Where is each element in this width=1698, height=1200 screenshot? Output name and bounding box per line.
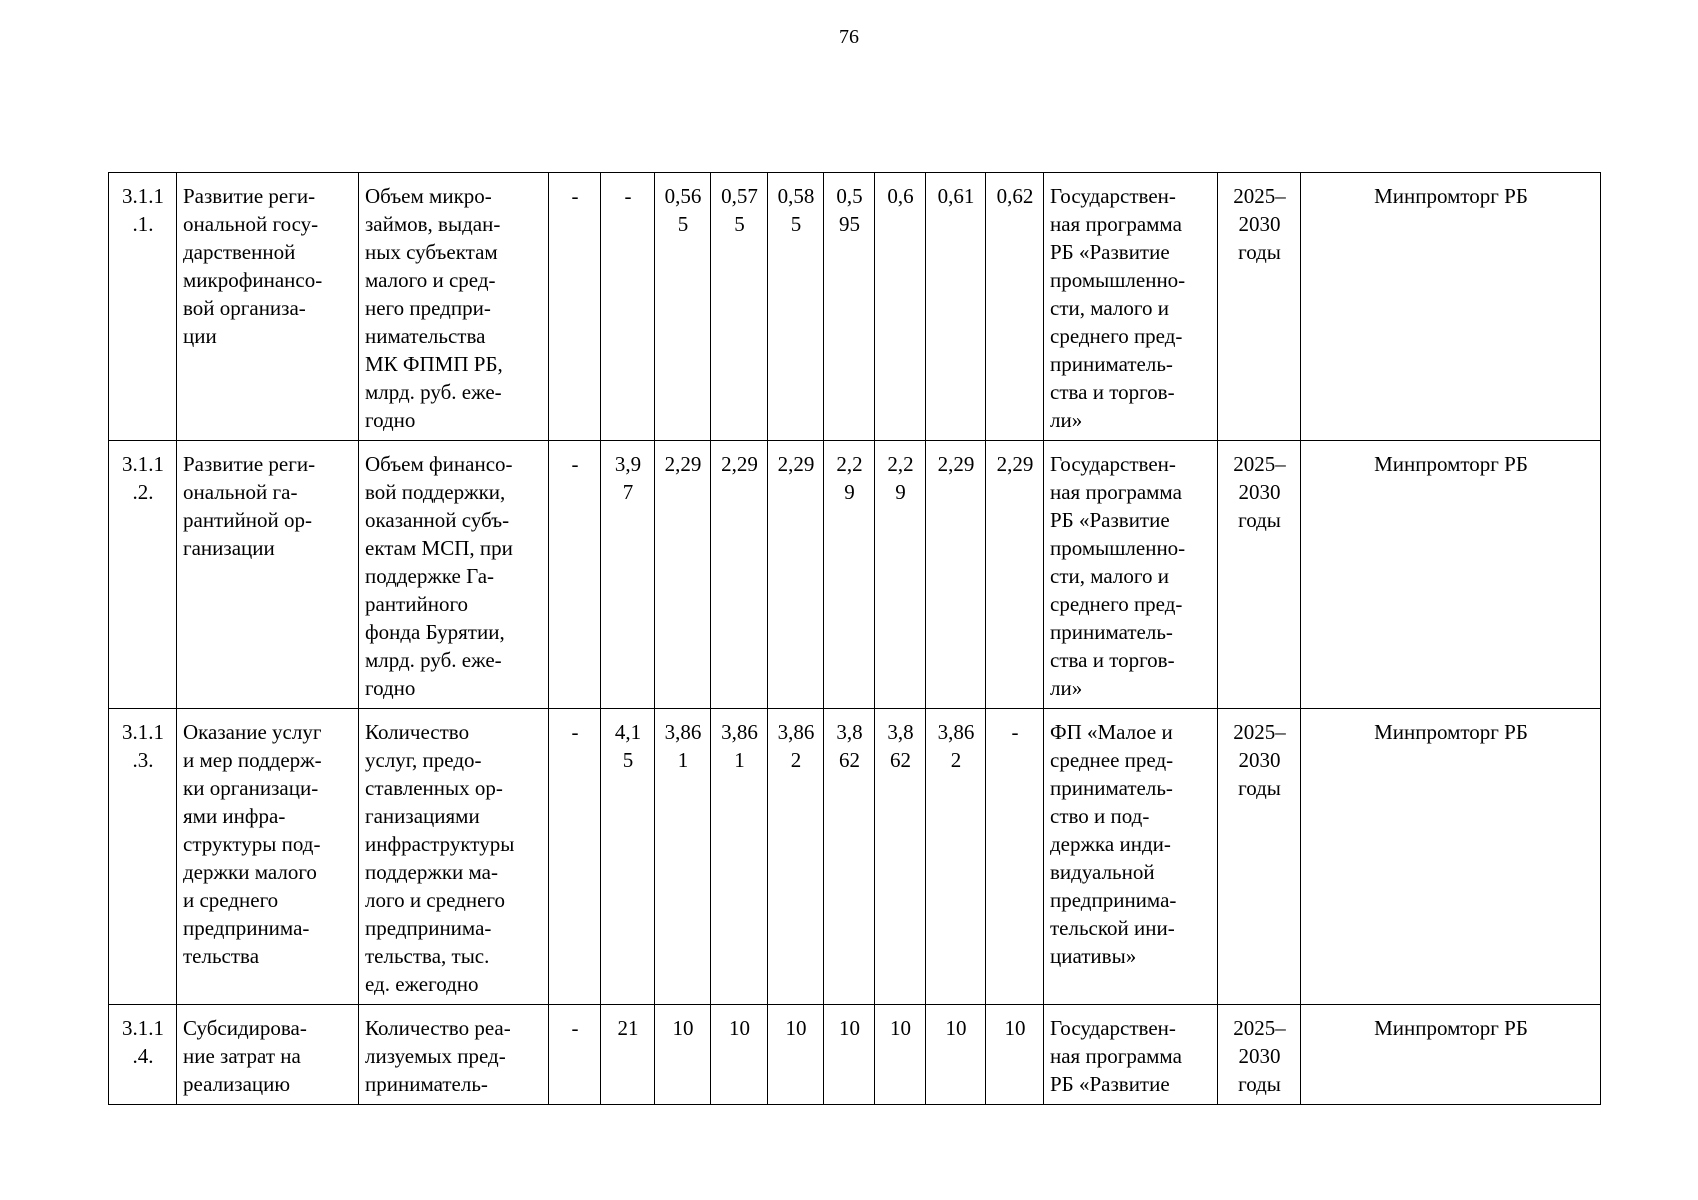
- activity-name-cell: Оказание услуг и мер поддерж- ки организаци- ями инфра- структуры под- держки малого и среднего предпринима- тельства: [177, 709, 359, 1005]
- value-cell: 2,2 9: [875, 441, 926, 709]
- value-cell: -: [549, 173, 601, 441]
- table-row: [109, 1005, 1601, 1105]
- value-cell: 2,2 9: [824, 441, 875, 709]
- row-number-cell: 3.1.1 .4.: [109, 1005, 177, 1105]
- indicator-cell: Объем микро- займов, выдан- ных субъектам малого и сред- него предпри- нимательства МК ФПМП РБ, млрд. руб. еже- годно: [359, 173, 549, 441]
- page-number: 76: [839, 26, 859, 48]
- program-table: [108, 172, 1601, 1105]
- value-cell: 3,86 2: [926, 709, 986, 1005]
- executor-cell: Минпромторг РБ: [1301, 709, 1601, 1005]
- value-cell: 0,58 5: [768, 173, 824, 441]
- value-cell: 10: [986, 1005, 1044, 1105]
- indicator-cell: Количество услуг, предо- ставленных ор- ганизациями инфраструктуры поддержки ма- лого и среднего предпринима- тельства, тыс. ед. ежегодно: [359, 709, 549, 1005]
- value-cell: 10: [875, 1005, 926, 1105]
- period-cell: 2025– 2030 годы: [1218, 441, 1301, 709]
- activity-name-cell: Развитие реги- ональной га- рантийной ор- ганизации: [177, 441, 359, 709]
- period-cell: 2025– 2030 годы: [1218, 709, 1301, 1005]
- value-cell: 2,29: [768, 441, 824, 709]
- row-number-cell: 3.1.1 .3.: [109, 709, 177, 1005]
- value-cell: 4,1 5: [601, 709, 655, 1005]
- value-cell: 3,86 2: [768, 709, 824, 1005]
- value-cell: -: [601, 173, 655, 441]
- indicator-cell: Количество реа- лизуемых пред- приниматель-: [359, 1005, 549, 1105]
- program-cell: Государствен- ная программа РБ «Развитие промышленно- сти, малого и среднего пред- приниматель- ства и торгов- ли»: [1044, 441, 1218, 709]
- value-cell: 0,5 95: [824, 173, 875, 441]
- value-cell: 0,6: [875, 173, 926, 441]
- value-cell: 3,86 1: [711, 709, 768, 1005]
- period-cell: 2025– 2030 годы: [1218, 173, 1301, 441]
- table-row: [109, 709, 1601, 1005]
- value-cell: 2,29: [711, 441, 768, 709]
- program-cell: ФП «Малое и среднее пред- приниматель- ство и под- держка инди- видуальной предпринима- тельской ини- циативы»: [1044, 709, 1218, 1005]
- activity-name-cell: Развитие реги- ональной госу- дарственной микрофинансо- вой организа- ции: [177, 173, 359, 441]
- row-number-cell: 3.1.1 .2.: [109, 441, 177, 709]
- value-cell: -: [549, 1005, 601, 1105]
- value-cell: 21: [601, 1005, 655, 1105]
- value-cell: 10: [711, 1005, 768, 1105]
- executor-cell: Минпромторг РБ: [1301, 441, 1601, 709]
- value-cell: 10: [824, 1005, 875, 1105]
- value-cell: -: [549, 441, 601, 709]
- value-cell: 10: [926, 1005, 986, 1105]
- executor-cell: Минпромторг РБ: [1301, 1005, 1601, 1105]
- value-cell: 3,8 62: [875, 709, 926, 1005]
- value-cell: 2,29: [926, 441, 986, 709]
- value-cell: 2,29: [986, 441, 1044, 709]
- value-cell: 3,8 62: [824, 709, 875, 1005]
- value-cell: 0,56 5: [655, 173, 711, 441]
- value-cell: 10: [768, 1005, 824, 1105]
- row-number-cell: 3.1.1 .1.: [109, 173, 177, 441]
- value-cell: 3,9 7: [601, 441, 655, 709]
- indicator-cell: Объем финансо- вой поддержки, оказанной субъ- ектам МСП, при поддержке Га- рантийного фонда Бурятии, млрд. руб. еже- годно: [359, 441, 549, 709]
- table-row: [109, 441, 1601, 709]
- executor-cell: Минпромторг РБ: [1301, 173, 1601, 441]
- value-cell: -: [549, 709, 601, 1005]
- value-cell: 3,86 1: [655, 709, 711, 1005]
- period-cell: 2025– 2030 годы: [1218, 1005, 1301, 1105]
- value-cell: 0,61: [926, 173, 986, 441]
- table-row: [109, 173, 1601, 441]
- value-cell: 0,57 5: [711, 173, 768, 441]
- activity-name-cell: Субсидирова- ние затрат на реализацию: [177, 1005, 359, 1105]
- value-cell: 0,62: [986, 173, 1044, 441]
- program-cell: Государствен- ная программа РБ «Развитие: [1044, 1005, 1218, 1105]
- program-cell: Государствен- ная программа РБ «Развитие промышленно- сти, малого и среднего пред- приниматель- ства и торгов- ли»: [1044, 173, 1218, 441]
- value-cell: 2,29: [655, 441, 711, 709]
- value-cell: -: [986, 709, 1044, 1005]
- value-cell: 10: [655, 1005, 711, 1105]
